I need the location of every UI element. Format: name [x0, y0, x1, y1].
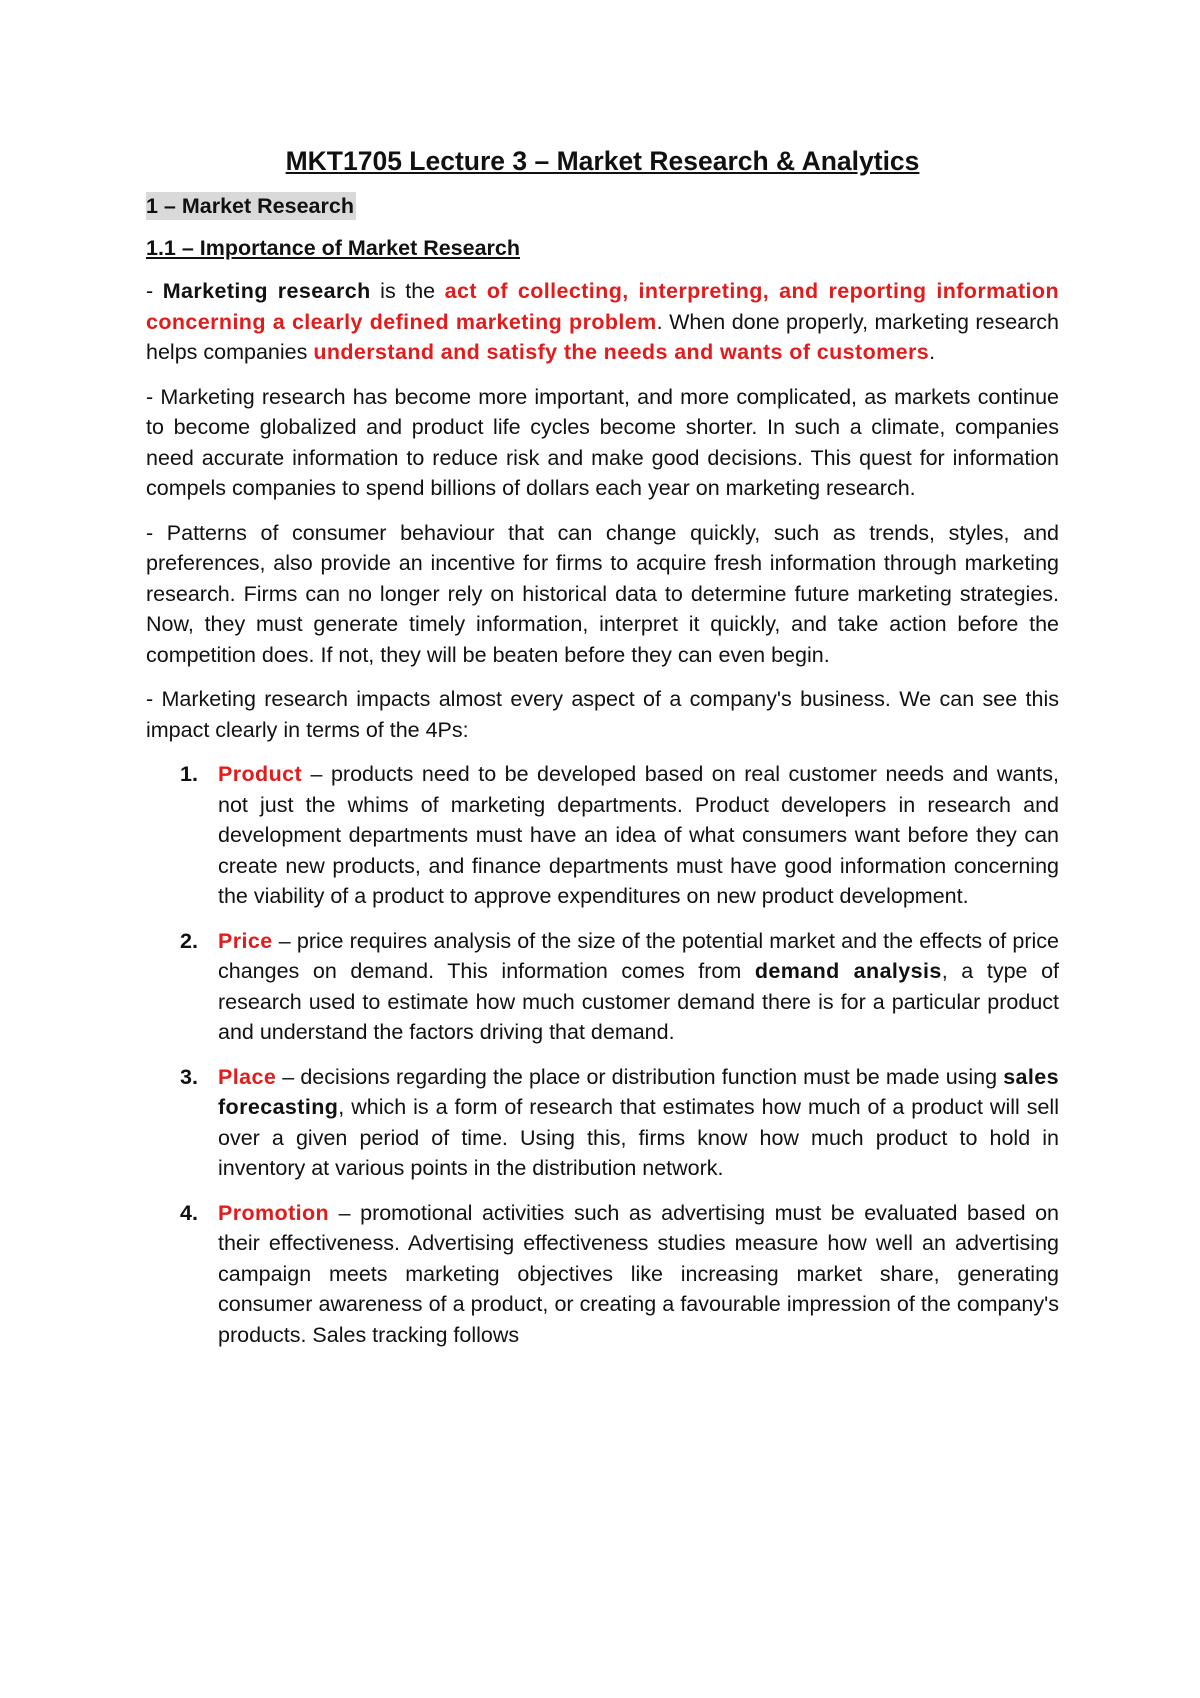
paragraph-importance: - Marketing research has become more important, and more complicated, as markets continue to become globalized and product life cycles become shorter. In such a climate, companies need accurate information to reduce risk and make good decisions. This quest for information compels companies to spend billions of dollars each year on marketing research. [146, 384, 1059, 500]
list-number: 3. [180, 1064, 198, 1089]
list-text: , a type of research used to estimate how much customer demand there is for a particular product and understand the factors driving that demand. [218, 959, 1059, 1044]
term-marketing-research: Marketing research [162, 279, 371, 303]
list-text: – promotional activities such as advertising must be evaluated based on their effectiveness. Advertising effectiveness studies measure how well an advertising campaign meets marketing objectives like increasing market share, generating consumer awareness of a product, or creating a favourable impression of the company's products. Sales tracking follows [218, 1200, 1059, 1347]
paragraph-consumer-patterns: - Patterns of consumer behaviour that can change quickly, such as trends, styles, and preferences, also provide an incentive for firms to acquire fresh information through marketing research. Firms can no longer rely on historical data to determine future marketing strategies. Now, they must generate timely information, interpret it quickly, and take action before the competition does. If not, they will be beaten before they can even begin. [146, 520, 1059, 667]
text: . [929, 340, 936, 364]
list-item-place [146, 1062, 1059, 1184]
text: . When done properly, marketing research helps companies [146, 309, 1060, 364]
list-label-product: Product [218, 762, 303, 786]
list-item-product [146, 759, 1059, 912]
paragraph-4ps-intro: - Marketing research impacts almost every aspect of a company's business. We can see this impact clearly in terms of the 4Ps: [146, 687, 1059, 742]
list-text: – decisions regarding the place or distribution function must be made using [276, 1064, 1004, 1089]
dash: - [146, 279, 163, 303]
list-number: 1. [180, 762, 198, 786]
list-label-place: Place [218, 1064, 277, 1089]
list-text: – price requires analysis of the size of the potential market and the effects of price changes on demand. This information comes from [218, 928, 1059, 983]
text: is the [370, 279, 445, 303]
list-number: 4. [180, 1200, 198, 1225]
list-label-price: Price [218, 928, 273, 953]
subsection-heading: 1.1 – Importance of Market Research [146, 236, 521, 260]
list-number: 2. [180, 928, 198, 953]
list-label-promotion: Promotion [218, 1200, 330, 1225]
four-ps-list [146, 759, 1059, 1350]
list-item-promotion [146, 1198, 1059, 1351]
section-heading: 1 – Market Research [146, 194, 354, 218]
list-text: – products need to be developed based on real customer needs and wants, not just the whims of marketing departments. Product developers in research and development departments must have an idea of what consumers want before they can create new products, and finance departments must have good information concerning the viability of a product to approve expenditures on new product development. [218, 762, 1059, 908]
term-demand-analysis: demand analysis [754, 959, 942, 983]
definition-highlight: act of collecting, interpreting, and reporting information concerning a clearly defined marketing problem [146, 279, 1059, 334]
document-title: MKT1705 Lecture 3 – Market Research & Analytics [285, 146, 920, 176]
term-sales-forecasting: sales forecasting [218, 1064, 1059, 1119]
list-item-price [146, 926, 1059, 1048]
needs-highlight: understand and satisfy the needs and wants of customers [313, 340, 930, 364]
list-text: , which is a form of research that estimates how much of a product will sell over a given period of time. Using this, firms know how much product to hold in inventory at various points in the distribution network. [218, 1095, 1059, 1180]
paragraph-definition [146, 276, 1059, 368]
